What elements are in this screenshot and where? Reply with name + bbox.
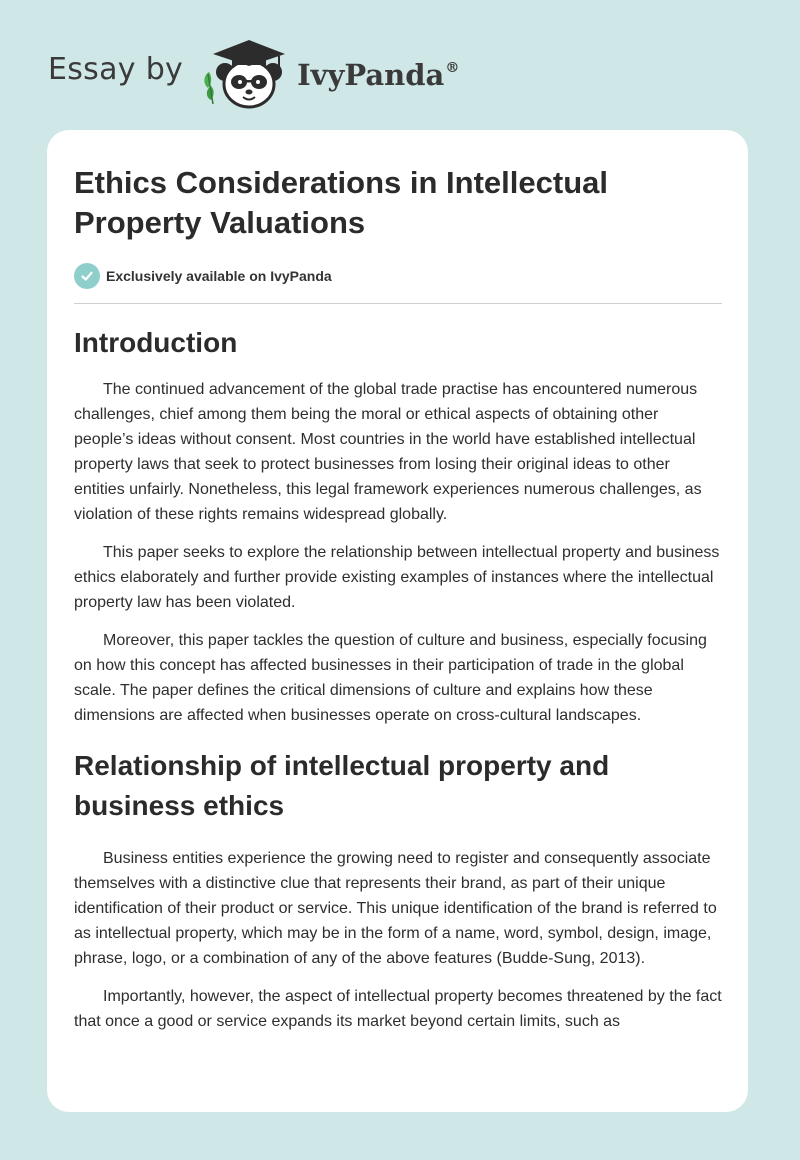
essay-card (47, 130, 748, 1112)
divider (74, 303, 722, 304)
check-circle-icon (74, 263, 100, 289)
section-heading-introduction: Introduction (74, 327, 238, 358)
paragraph: This paper seeks to explore the relationship between intellectual property and business ethics elaborately and further provide existing examples of instances where the intellectual property law has been violated. (74, 544, 720, 611)
page-title: Ethics Considerations in Intellectual Property Valuations (74, 165, 608, 240)
article-body (74, 323, 722, 1047)
exclusive-label: Exclusively available on IvyPanda (106, 268, 332, 284)
paragraph: Importantly, however, the aspect of intellectual property becomes threatened by the fact that once a good or service expands its market beyond certain limits, such as (74, 988, 722, 1030)
exclusive-badge (74, 263, 332, 289)
registered-mark: ® (445, 60, 460, 76)
site-header (48, 34, 459, 110)
paragraph: Business entities experience the growing need to register and consequently associate themselves with a distinctive clue that represents their brand, as part of their unique identification of their product or service. This unique identification of the brand is referred to as intellectual property, which may be in the form of a name, word, symbol, design, image, phrase, logo, or a combination of any of the above features (Budde-Sung, 2013). (74, 850, 717, 967)
essay-by-label: Essay by (48, 51, 184, 87)
panda-graduate-logo-icon[interactable] (199, 34, 291, 110)
paragraph: Moreover, this paper tackles the question of culture and business, especially focusing on how this concept has affected businesses in their participation of trade in the global scale. The paper defines the critical dimensions of culture and explains how these dimensions are affected when businesses operate on cross-cultural landscapes. (74, 632, 707, 724)
brand-name[interactable]: IvyPanda® (297, 58, 460, 92)
section-heading-relationship: Relationship of intellectual property and business ethics (74, 750, 610, 821)
ivy-leaf-icon (204, 72, 213, 104)
paragraph: The continued advancement of the global trade practise has encountered numerous challenges, chief among them being the moral or ethical aspects of obtaining other people’s ideas without consent. Most countries in the world have established intellectual property laws that seek to protect businesses from losing their original ideas to other entities unfairly. Nonetheless, this legal framework experiences numerous challenges, as violation of these rights remains widespread globally. (74, 381, 702, 523)
